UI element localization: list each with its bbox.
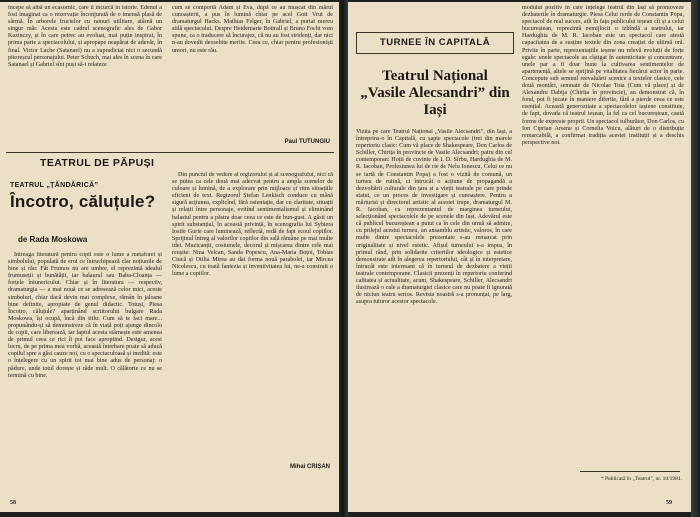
body-signature: Mihai CRIȘAN — [289, 464, 330, 470]
right-column-1-text: Vizita pe care Teatrul Național „Vasile Alecsandri”, din Iași, a întreprins-o în Capitală, cu șapte spectacole (trei din marele repertoriu clasic: Cum vă place de Shakespeare, Don Carlos de Schiller, Chirița în provincie de Vasile Alecsandri; patru din cel contemporan: Hoții de cuvinte de I. D. Sîrbu, Hardughia de M. R. Iacoban, Profesiunea lui de rie de Nelu Ionescu, Celui ce nu se iartă de Constantin Popa) a fost o vizită de comună, un turneu de rutină, ci întrucât o acțiune de propagandă a dezvoltării culturale din țara și a vieții teatrale pe care prinde statut, ce un proces de investigare și cunoaștere. Pentru a mărturisi și directorul artistic al acestei trupe, dramaturgul M. R. Iacoban, ca reprezentantul de marginea turneului, selecționând spectacolele de pe scenele din Iași. Adevărul este că publicul bucureștean a putut ca în cele din urmă să admire, cu prilejul acestui turneu, un ansamblu artistic, valoros, în care multe dintre spectacolele prezentate s-au remarcat prin originalitate și nivel estetic. Afișul turneului s-a impus, în primul rând, prin solidarite criteriilor ideologice și estetice demonstrate atît în alegerea repertoriului, cât și în interpretare, întrucât este interesant că în turneul de dezbatere a vieții teatrale contemporane. Clasicii prezenți în repertoriu conferind calitatea și actualitate, acum, Shakespeare, Schiller, Alecsandri ilustrează o cale a dramaturgiei clasice care nu poate fi ignorată de niciun teatru serios. Revista noastră s-a pronunțat, pe larg, asupra tuturor acestor spectacole. — [356, 129, 512, 306]
article-byline: de Rada Moskowa — [18, 235, 88, 244]
right-page — [348, 2, 691, 512]
body-column-1 — [8, 252, 162, 492]
footnote-rule — [580, 471, 680, 472]
top-column-1-text: începe să aibă un ecasornic, care îl încurcă în istorie. Edenul a fost imaginat ca o rezervație înconjurată de o imensă plasă de sârmă. În arborele fructelor cu ramuri utilitare, atârnă un singur măr. Acesta este cadrul scenografic ales de Gabor Kazinczy, și în care petrec au evoluat, mai puțin inspirat, în prima parte a spectacolului, și apropape neapărat de adevăr, în final. Victor Lache (Satanael) nu a supradictat nici o secundă pitoreșcul personajului. Peter Schuch, mai ales în scena în care Satanael și Gabriel sînt puși să-i relateze — [8, 5, 162, 68]
body-column-1-text: Întreaga literatură pentru copii este o lume a metaforei și simbolului, populată de eroi ce întruchipează clar noțiunile de bine și rău: Făt Frumos nu are umbre, el reprezintă idealul frumuseții și bunătății, iar balaurul sau Baba-Cloanța — forțele întunericului. Chiar și în literatura — respectiv, dramaturgia — a mai nouă ce se adresează celor mici, aceste simboluri, chiar dacă devin mai complexe, rămân în jaloane bine definite, apropiate de genul didactic. Totuși, Piesa Încotro, căluțule? aparținând scriitorului bulgare Rada Moskowa, își ocupă, încă din titlu: Cum să te faci mare... propunându-și să demonstreze că în viață poți ajunge dincolo de copii, care liberează, iar faptul acesta stârnește este amenea de primul ceea ce rici îi pot face apropiind. Desigur, acest lucru, de pe prima mea vorbă, această întrebare poate să aducă copilul spre a găsi cauze noi, cu o spectaculoasă și inedită: este o înțelegere cu un spirit tot mai bine adus de personaj: o pădure, unde totul dorește și râde mult. O călătorie ce nu se termină cu bine. — [8, 252, 162, 379]
top-column-1 — [8, 5, 162, 137]
body-column-2-text: Din punctul de vedere al regizorului și al scenografului, nici că se putea ca cele două mai adecvat pentru a ampla scenelor de culoare și lumină, de a explorare prin mijloace și ritm situațiile eficient de text. Regizorul Ștefan Lenkisch conduce cu mână sigură acțiunea, explicînd, fără ostentație, dar cu claritate, situații și relații între personaje, evitînd sentimentalismul și eliminând balastul pentru a păstra doar ceea ce este de bun-gust. A găsit un spirit substanțial, în această privință, în scenografia lui Sybiera Iosife Gurie care luminează, reflectă, redă de fapt ecoul copiilor. Sprijinul întreg al valorilor copiilor din sală rămâne pe mai multe idei. Muzicanții, costumele, decorul și mișcarea dintre cele mai reușite: Nina Velcan, Sanda Popescu, Ana-Maria Boțoi, Tobias Ciucă și Otilia Mirea au dat forma nouă parabolei, iar Mircea Nicolescu, cu toată fantezia și inventivitatea lui, ne-a construit o lume a copiilor. — [172, 172, 333, 278]
body-column-2 — [172, 172, 333, 458]
right-column-1 — [356, 129, 512, 503]
right-column-2-text: modului pozitiv în care ințelege teatrul din Iași să promoveze dezbaterile în dramaturgie. Piesa Celui rerde de Constantin Popa, spectacol de real succes, atît în fața publicului ieșean cît și a celui bucureștean, reprezintă nemijlocit o izbîndă a teatrului, iar Hardughia de M. R. Iacoban este un spectacol care atestă capacitatea de a susține textele din zona creației de ultimă oră. Privite în parte, reprezentațiile ieșene nu relevă evoluții de forțe egale: unele spectacole au cîștigat în autenticitate și concentrare, unele par a fi doar bune la cultivarea sentimentelor de apartenență, altele se sprijină pe vitalitatea fiecărui actor în parte. Concepute sub semnul reevaluării scenice a textelor clasice, cele două montări, semnate de Nicolae Toia (Cum vă place) și de Alexandru Dabija (Chirița în provincie), au demonstrat că, în fond, pot fi jucate în maniere diferite, fără a pierde ceea ce este esențial. Această generozitate a spectacolelor iașiene constituie, de fapt, dovada că teatrul ieșean, la fel ca cel bucureștean, caută forme de expresie proprii. Un spectacol tulburător, Don Carlos, cu Ion Ciprian Arsene și Cornelia Voicu, alături de o distribuție remarcabilă, a confirmat tradiția acestei instituții și a deschis perspective noi. — [522, 5, 684, 146]
article-title: Încotro, căluțule? — [10, 192, 156, 211]
left-page — [0, 2, 339, 512]
theatre-title: Teatrul Național „Vasile Alecsandri” din Iași — [360, 68, 510, 118]
section-divider — [6, 152, 334, 153]
footnote: * Publicată în „Teatrul”, nr. 10/1981. — [600, 476, 682, 482]
left-page-number: 58 — [10, 500, 16, 506]
book-spine — [339, 0, 348, 517]
article-kicker: TEATRUL „ȚĂNDĂRICĂ” — [10, 182, 99, 189]
cover-edge — [691, 0, 700, 517]
section-title: TEATRUL DE PĂPUȘI — [40, 157, 155, 169]
top-signature: Paul TUTUNGIU — [284, 139, 330, 145]
right-column-2 — [522, 5, 684, 467]
top-column-2 — [172, 5, 333, 137]
top-column-2-text: cum se comportă Adam și Eva, după ce au mușcat din mărul cunoașterii, a pus în lumină chiar pe acel Gott Vrut de dramaturgul Hacks. Mathias Felger, în Gabriel, a purtat mereu stilă spectacului. Despre Heidemarie Bottrall și Bruno Focht vom spune, ca o traducere să încurajez, că nu au fost stridenți, dar nici n-au dovedit deosebite merite. Ceea ce, chiar pentru profesioniști umori, nu este rău. — [172, 5, 333, 54]
right-page-number: 59 — [666, 500, 672, 506]
running-head-box: TURNEE ÎN CAPITALĂ — [356, 32, 514, 54]
